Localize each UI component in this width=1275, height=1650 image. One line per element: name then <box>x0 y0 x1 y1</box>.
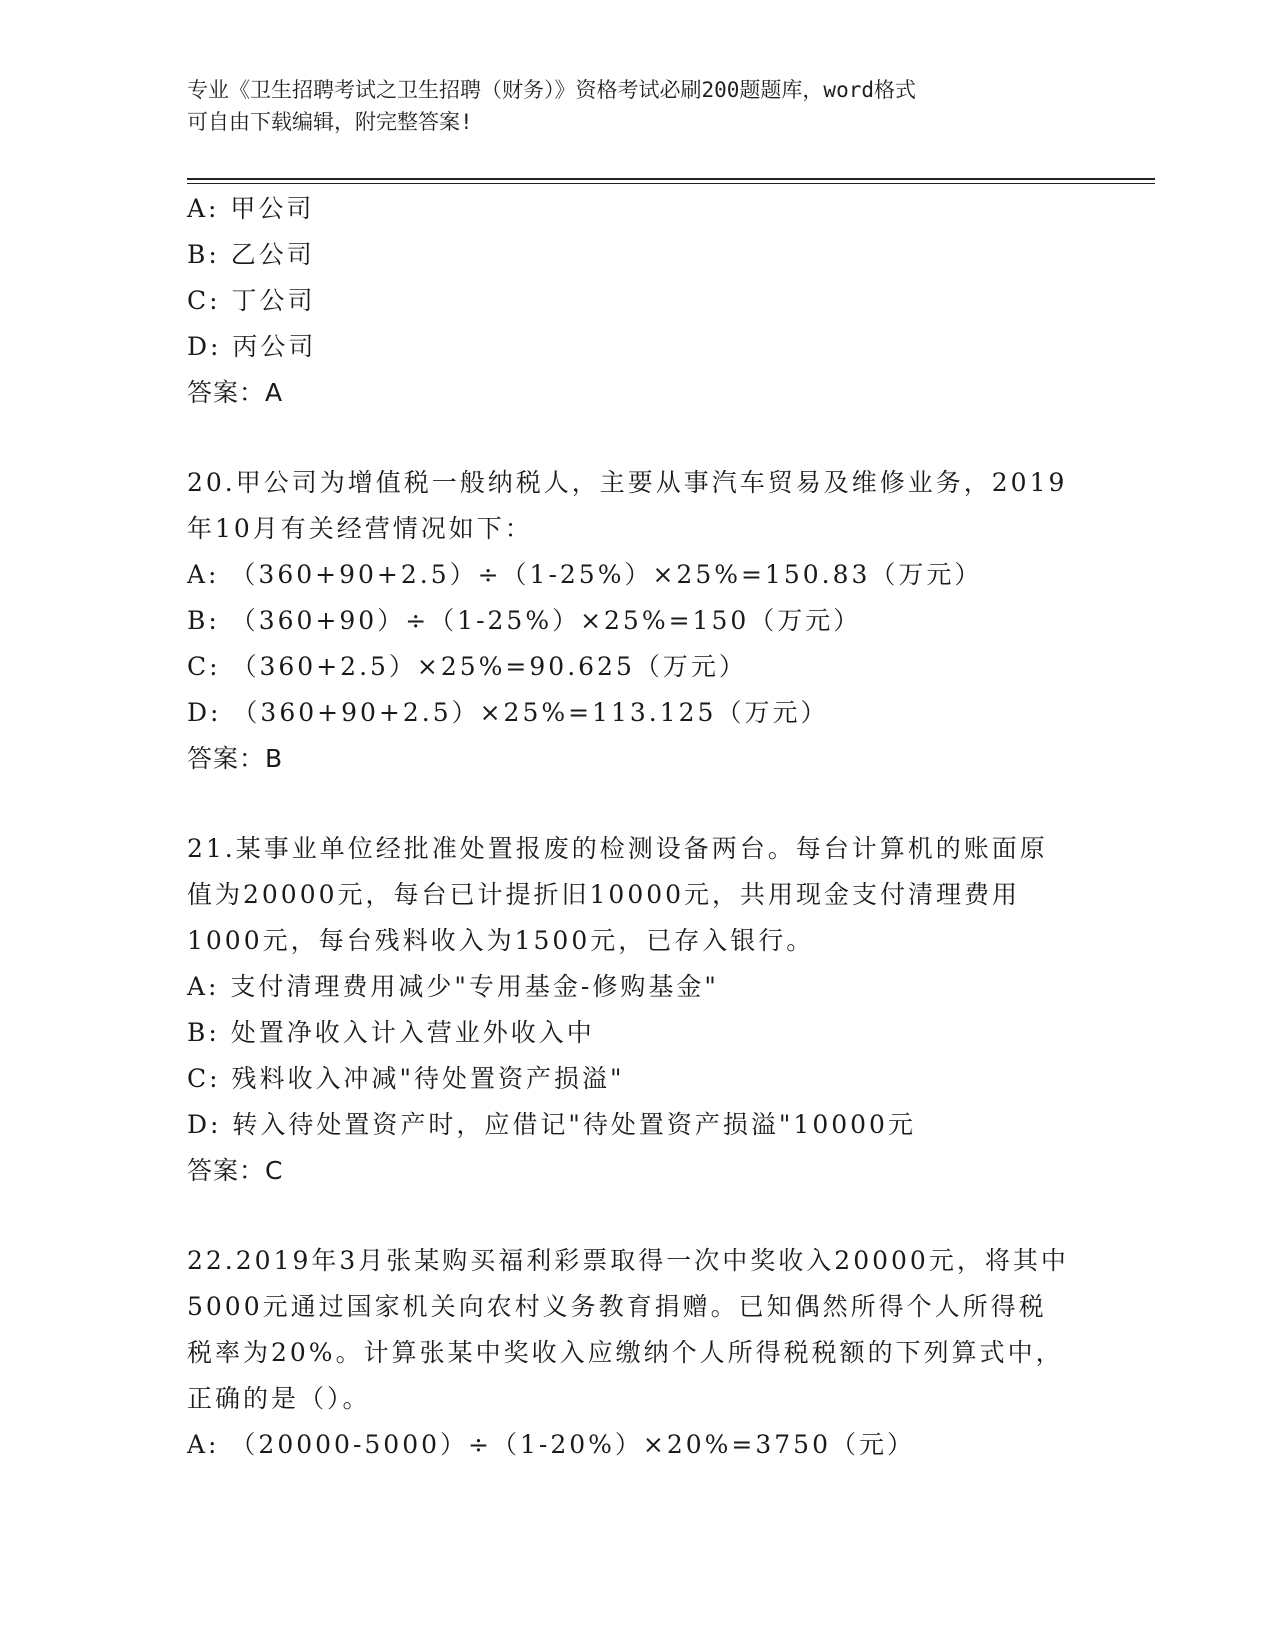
question-text-line: 22.2019年3月张某购买福利彩票取得一次中奖收入20000元，将其中 <box>187 1246 1069 1275</box>
question-text-line: 20.甲公司为增值税一般纳税人，主要从事汽车贸易及维修业务，2019 <box>187 468 1068 497</box>
header-divider-thin <box>187 183 1155 184</box>
option-b: B: 乙公司 <box>187 240 315 269</box>
header-line-2: 可自由下载编辑，附完整答案! <box>187 110 473 134</box>
question-block <box>187 1238 1087 1468</box>
question-block <box>187 186 1087 416</box>
question-text-line: 值为20000元，每台已计提折旧10000元，共用现金支付清理费用 <box>187 880 1021 909</box>
question-text-line: 21.某事业单位经批准处置报废的检测设备两台。每台计算机的账面原 <box>187 834 1048 863</box>
answer-line: 答案：A <box>187 378 284 407</box>
header-line-1: 专业《卫生招聘考试之卫生招聘（财务）》资格考试必刷200题题库，word格式 <box>187 78 916 102</box>
option-c: C: 丁公司 <box>187 286 316 315</box>
question-block <box>187 460 1087 782</box>
question-text-line: 正确的是（）。 <box>187 1384 371 1413</box>
answer-line: 答案：C <box>187 1156 284 1185</box>
question-text-line: 年10月有关经营情况如下： <box>187 514 533 543</box>
option-a: A: 甲公司 <box>187 194 315 223</box>
option-d: D: （360+90+2.5）×25%=113.125（万元） <box>187 698 829 727</box>
header-divider-thick <box>187 178 1155 180</box>
question-block <box>187 826 1087 1194</box>
question-text-line: 5000元通过国家机关向农村义务教育捐赠。已知偶然所得个人所得税 <box>187 1292 1047 1321</box>
document-header <box>187 74 1087 138</box>
question-list <box>187 186 1087 1468</box>
question-text-line: 1000元，每台残料收入为1500元，已存入银行。 <box>187 926 815 955</box>
option-a: A: 支付清理费用减少"专用基金-修购基金" <box>187 972 719 1001</box>
option-d: D: 丙公司 <box>187 332 317 361</box>
question-text-line: 税率为20%。计算张某中奖收入应缴纳个人所得税税额的下列算式中， <box>187 1338 1064 1367</box>
option-c: C: （360+2.5）×25%=90.625（万元） <box>187 652 747 681</box>
option-b: B: 处置净收入计入营业外收入中 <box>187 1018 595 1047</box>
option-a: A: （360+90+2.5）÷（1-25%）×25%=150.83（万元） <box>187 560 983 589</box>
answer-line: 答案：B <box>187 744 284 773</box>
option-c: C: 残料收入冲减"待处置资产损溢" <box>187 1064 625 1093</box>
option-b: B: （360+90）÷（1-25%）×25%=150（万元） <box>187 606 862 635</box>
option-a: A: （20000-5000）÷（1-20%）×20%=3750（元） <box>187 1430 915 1459</box>
option-d: D: 转入待处置资产时，应借记"待处置资产损溢"10000元 <box>187 1110 916 1139</box>
